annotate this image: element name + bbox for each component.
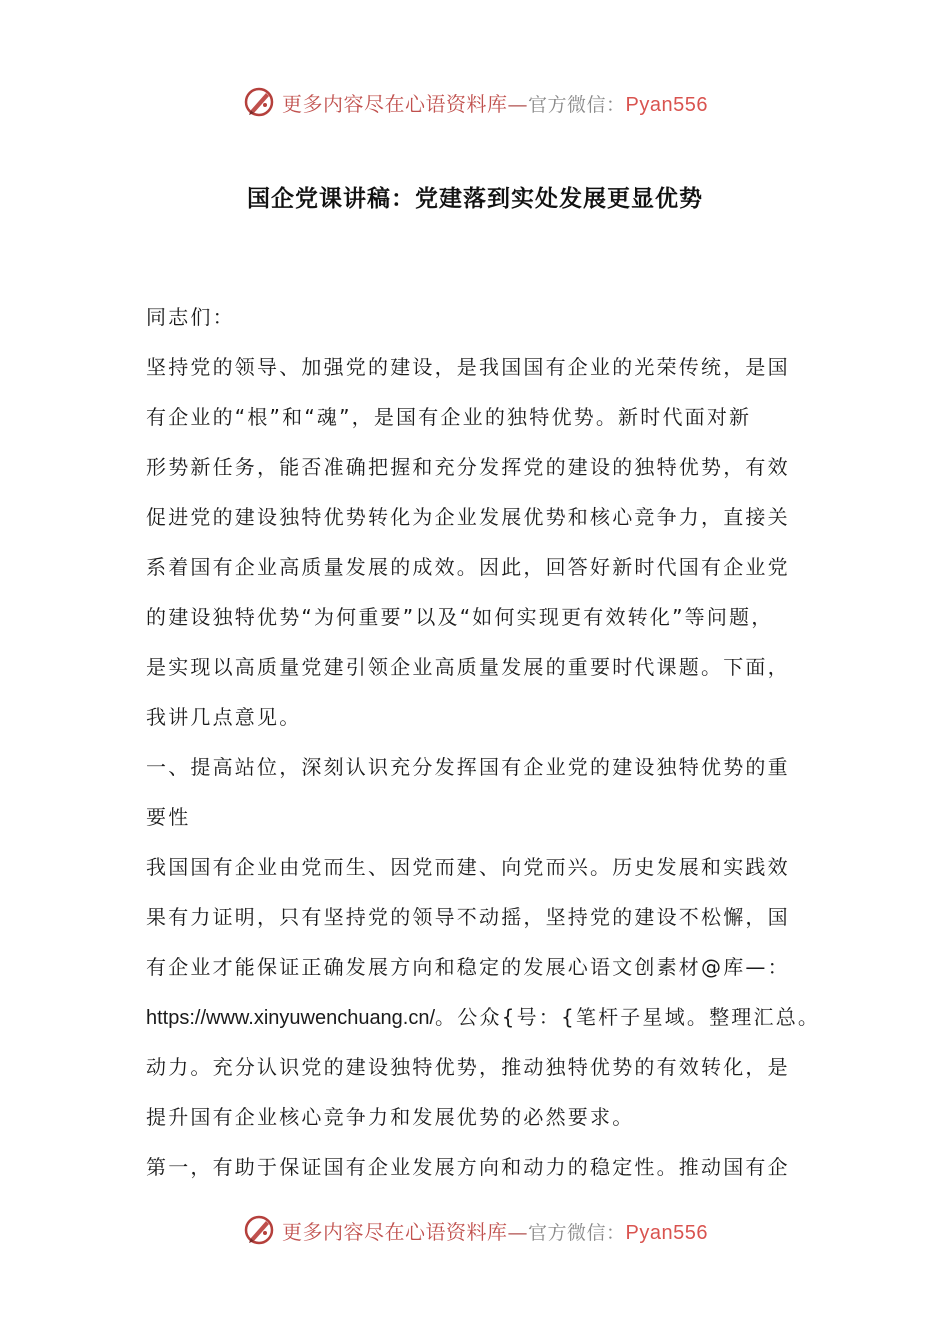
text-line: 我讲几点意见。 — [146, 705, 302, 729]
footer-banner — [0, 1210, 950, 1250]
text-line: 坚持党的领导、加强党的建设，是我国国有企业的光荣传统，是国 — [146, 355, 790, 379]
document-body — [146, 292, 836, 1192]
url-line-rest: 。公众{号：{笔杆子星域。整理汇总。 — [435, 1005, 821, 1029]
text-line: 促进党的建设独特优势转化为企业发展优势和核心竞争力，直接关 — [146, 505, 790, 529]
text-line: 果有力证明，只有坚持党的领导不动摇，坚持党的建设不松懈，国 — [146, 905, 790, 929]
text-line: 是实现以高质量党建引领企业高质量发展的重要时代课题。下面， — [146, 655, 790, 679]
banner-text: 更多内容尽在心语资料库—官方微信：Pyan556 — [282, 1219, 708, 1244]
text-line: 的建设独特优势“为何重要”以及“如何实现更有效转化”等问题， — [146, 605, 774, 629]
section-heading-cont: 要性 — [146, 805, 191, 829]
text-line: 我国国有企业由党而生、因党而建、向党而兴。历史发展和实践效 — [146, 855, 790, 879]
header-banner — [0, 82, 950, 122]
text-line: 形势新任务，能否准确把握和充分发挥党的建设的独特优势，有效 — [146, 455, 790, 479]
url-line — [146, 992, 836, 1042]
text-line: 系着国有企业高质量发展的成效。因此，回答好新时代国有企业党 — [146, 555, 790, 579]
pen-logo-icon — [242, 1213, 276, 1247]
section-heading: 一、提高站位，深刻认识充分发挥国有企业党的建设独特优势的重 — [146, 755, 790, 779]
text-line: 有企业才能保证正确发展方向和稳定的发展心语文创素材@库—： — [146, 955, 790, 979]
text-line: 动力。充分认识党的建设独特优势，推动独特优势的有效转化，是 — [146, 1055, 790, 1079]
text-line: 有企业的“根”和“魂”，是国有企业的独特优势。新时代面对新 — [146, 405, 752, 429]
text-line: 提升国有企业核心竞争力和发展优势的必然要求。 — [146, 1105, 635, 1129]
banner-text: 更多内容尽在心语资料库—官方微信：Pyan556 — [282, 91, 708, 116]
text-line: 同志们： — [146, 305, 235, 329]
source-link[interactable]: https://www.xinyuwenchuang.cn/ — [146, 1007, 436, 1029]
document-title: 国企党课讲稿：党建落到实处发展更显优势 — [247, 186, 703, 212]
text-line: 第一，有助于保证国有企业发展方向和动力的稳定性。推动国有企 — [146, 1155, 790, 1179]
pen-logo-icon — [242, 85, 276, 119]
